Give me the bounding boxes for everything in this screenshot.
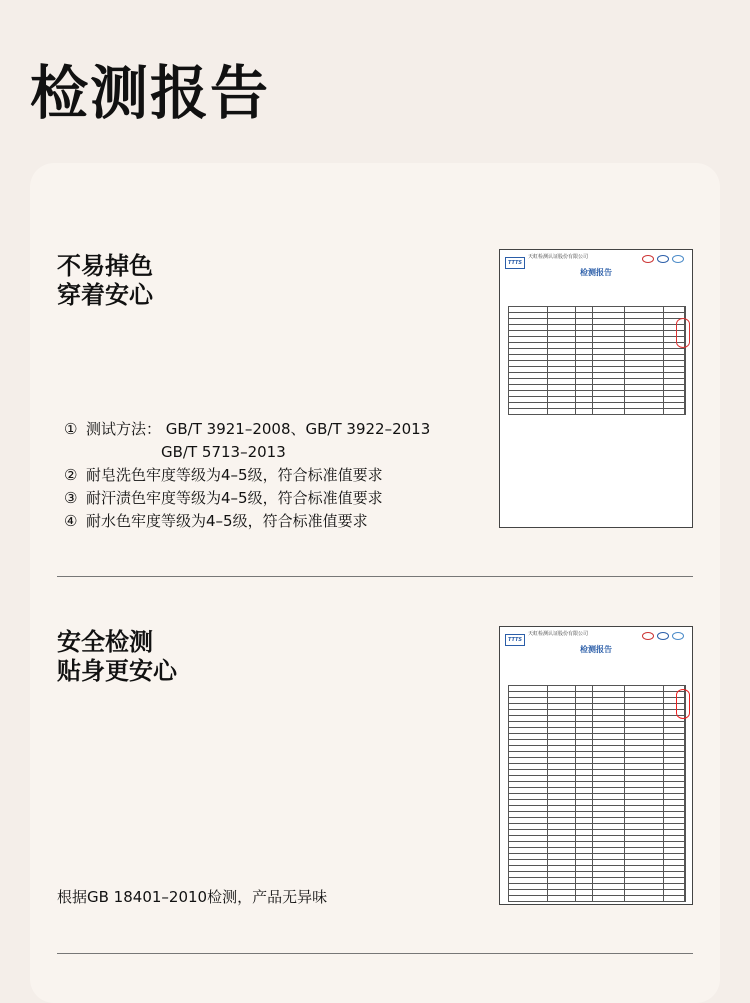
report-table-cell (663, 409, 684, 415)
item-text: 耐水色牢度等级为4–5级，符合标准值要求 (86, 512, 368, 530)
red-stamp-icon (676, 318, 690, 348)
report-table-cell (684, 409, 685, 415)
spec-item (64, 487, 430, 510)
report-table-row (509, 896, 686, 902)
report-table (508, 306, 686, 415)
item-text: 测试方法： GB/T 3921–2008、GB/T 3922–2013 (86, 420, 431, 438)
item-number: ③ (64, 489, 78, 507)
report-table-cell (547, 896, 575, 902)
item-number: ② (64, 466, 78, 484)
item-number: ④ (64, 512, 78, 530)
test-basis-text: 根据GB 18401–2010检测，产品无异味 (57, 888, 328, 906)
report-table-row (509, 409, 686, 415)
heading-line: 穿着安心 (57, 281, 153, 309)
report-table-cell (625, 896, 664, 902)
item-text: 耐皂洗色牢度等级为4–5级，符合标准值要求 (86, 466, 383, 484)
item-text: GB/T 5713–2013 (161, 443, 286, 461)
company-logo: TTTS (505, 257, 525, 269)
report-title: 检测报告 (580, 268, 612, 277)
spec-item (64, 464, 430, 487)
company-logo: TTTS (505, 634, 525, 646)
red-stamp-icon (676, 689, 690, 719)
certification-badges (642, 632, 684, 640)
page-title: 检测报告 (30, 59, 271, 127)
section-heading-safety (57, 628, 177, 686)
report-table-cell (593, 896, 625, 902)
cma-badge-icon (642, 632, 654, 640)
spec-item (64, 510, 430, 533)
report-table-cell (625, 409, 664, 415)
report-table-cell (663, 896, 684, 902)
test-spec-list (64, 418, 430, 533)
report-table-cell (593, 409, 625, 415)
section-divider (57, 953, 693, 954)
report-table-cell (684, 896, 685, 902)
section-divider (57, 576, 693, 577)
company-name: 天虹检测认证股份有限公司 (528, 631, 589, 637)
company-name: 天虹检测认证股份有限公司 (528, 254, 589, 260)
spec-item (64, 418, 430, 441)
report-table-cell (575, 896, 593, 902)
report-table-cell (575, 409, 593, 415)
heading-line: 安全检测 (57, 628, 153, 656)
cnas-badge-icon (657, 255, 669, 263)
ilac-badge-icon (672, 632, 684, 640)
cnas-badge-icon (657, 632, 669, 640)
section-heading-colorfast (57, 252, 153, 310)
report-table-cell (509, 409, 548, 415)
item-text: 耐汗渍色牢度等级为4–5级，符合标准值要求 (86, 489, 383, 507)
item-number: ① (64, 420, 78, 438)
cma-badge-icon (642, 255, 654, 263)
report-table (508, 685, 686, 902)
spec-item-continuation (64, 441, 430, 464)
test-report-image-colorfast (499, 249, 693, 528)
report-title: 检测报告 (580, 645, 612, 654)
test-report-image-safety (499, 626, 693, 905)
heading-line: 不易掉色 (57, 252, 153, 280)
report-table-cell (547, 409, 575, 415)
ilac-badge-icon (672, 255, 684, 263)
certification-badges (642, 255, 684, 263)
heading-line: 贴身更安心 (57, 657, 177, 685)
report-table-cell (509, 896, 548, 902)
